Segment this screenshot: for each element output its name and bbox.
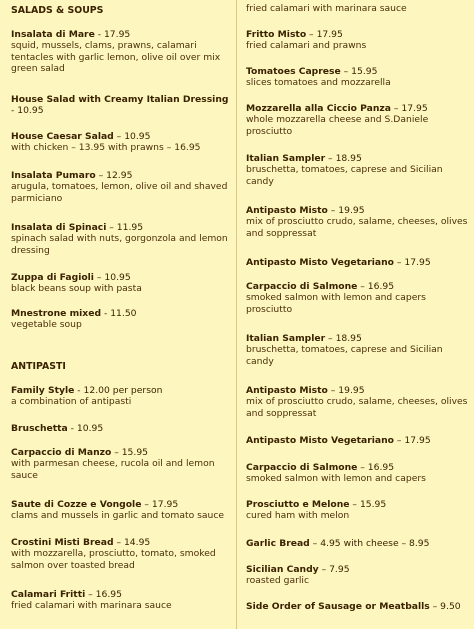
item-name: Italian Sampler <box>246 333 326 344</box>
item-price: – 16.95 <box>85 589 122 600</box>
item-price: – 19.95 <box>327 205 365 216</box>
item-name: Italian Sampler <box>246 153 326 164</box>
item-price: – 17.95 <box>393 435 431 446</box>
menu-item <box>246 601 472 612</box>
item-name: Calamari Fritti <box>11 589 86 600</box>
menu-item <box>246 538 472 549</box>
left-column <box>0 0 236 629</box>
item-description: mix of prosciutto crudo, salame, cheeses, olives and soppressat <box>246 216 468 239</box>
item-description: mix of prosciutto crudo, salame, cheeses, olives and soppressat <box>246 396 468 419</box>
item-price: - 10.95 <box>11 105 44 117</box>
item-price: – 16.95 <box>357 281 395 292</box>
item-name: House Caesar Salad <box>11 131 114 142</box>
item-name: Bruschetta <box>11 423 68 434</box>
item-price: – 12.95 <box>95 170 133 181</box>
menu-item <box>11 94 232 117</box>
menu-item <box>246 281 472 315</box>
item-price: – 16.95 <box>357 462 395 473</box>
menu-item <box>11 131 232 154</box>
menu-item <box>246 257 472 268</box>
item-price: – 14.95 <box>113 537 151 548</box>
right-column <box>236 0 474 629</box>
menu-item <box>246 205 472 239</box>
item-name: Carpaccio di Salmone <box>246 281 358 292</box>
item-description: slices tomatoes and mozzarella <box>246 77 391 89</box>
item-description: spinach salad with nuts, gorgonzola and lemon dressing <box>11 233 228 256</box>
item-description: smoked salmon with lemon and capers prosciutto <box>246 292 426 315</box>
menu-item <box>246 29 472 52</box>
item-price: – 18.95 <box>325 333 362 344</box>
item-price: – 15.95 <box>349 499 387 510</box>
menu-item <box>11 385 232 408</box>
item-name: Antipasto Misto Vegetariano <box>246 257 394 268</box>
item-description: fried calamari with marinara sauce <box>246 3 407 14</box>
item-description: cured ham with melon <box>246 510 350 522</box>
menu-item <box>11 447 232 481</box>
menu-item <box>246 66 472 89</box>
item-price: – 17.95 <box>390 103 428 114</box>
item-name: Antipasto Misto Vegetariano <box>246 435 394 446</box>
menu-item <box>11 308 232 331</box>
item-name: Crostini Misti Bread <box>11 537 114 548</box>
item-description: with parmesan cheese, rucola oil and lemon sauce <box>11 458 215 481</box>
antipasti-heading: ANTIPASTI <box>11 361 66 372</box>
item-description: smoked salmon with lemon and capers <box>246 473 426 485</box>
item-name: House Salad with Creamy Italian Dressing <box>11 94 229 105</box>
item-name: Saute di Cozze e Vongole <box>11 499 142 510</box>
item-name: Carpaccio di Manzo <box>11 447 112 458</box>
item-price: – 19.95 <box>327 385 365 396</box>
menu-item <box>11 222 232 256</box>
item-price: – 17.95 <box>306 29 343 40</box>
item-name: Insalata Pumaro <box>11 170 96 181</box>
item-name: Fritto Misto <box>246 29 307 40</box>
item-description: fried calamari with marinara sauce <box>11 600 172 612</box>
item-description: vegetable soup <box>11 319 82 331</box>
menu-item <box>246 564 472 587</box>
menu-item <box>11 423 232 434</box>
item-price: – 10.95 <box>113 131 151 142</box>
item-name: Carpaccio di Salmone <box>246 462 358 473</box>
menu-item <box>11 537 232 571</box>
item-description: whole mozzarella cheese and S.Daniele prosciutto <box>246 114 429 137</box>
menu-item <box>246 435 472 446</box>
item-price: - 12.00 per person <box>74 385 163 396</box>
item-name: Tomatoes Caprese <box>246 66 341 77</box>
item-description: fried calamari and prawns <box>246 40 367 52</box>
item-name: Insalata di Mare <box>11 29 95 40</box>
menu-item <box>11 589 232 612</box>
menu-item <box>246 385 472 419</box>
salads-soups-heading: SALADS & SOUPS <box>11 5 104 16</box>
menu-item <box>246 462 472 485</box>
item-price: – 18.95 <box>325 153 362 164</box>
menu-item <box>246 103 472 137</box>
item-description: a combination of antipasti <box>11 396 132 408</box>
item-description: bruschetta, tomatoes, caprese and Sicilian candy <box>246 344 443 367</box>
item-price: – 17.95 <box>141 499 179 510</box>
item-description: with chicken – 13.95 with prawns – 16.95 <box>11 142 201 154</box>
item-name: Prosciutto e Melone <box>246 499 350 510</box>
item-name: Antipasto Misto <box>246 205 328 216</box>
item-name: Garlic Bread <box>246 538 310 549</box>
item-price: – 10.95 <box>93 272 131 283</box>
item-price: – 4.95 with cheese – 8.95 <box>309 538 430 549</box>
item-price: – 15.95 <box>340 66 378 77</box>
item-name: Side Order of Sausage or Meatballs <box>246 601 430 612</box>
item-price: – 11.95 <box>106 222 144 233</box>
item-price: - 10.95 <box>67 423 104 434</box>
menu-item <box>246 153 472 187</box>
item-price: – 17.95 <box>393 257 431 268</box>
item-description: bruschetta, tomatoes, caprese and Sicilian candy <box>246 164 443 187</box>
item-description: roasted garlic <box>246 575 310 587</box>
item-name: Family Style <box>11 385 75 396</box>
item-description: arugula, tomatoes, lemon, olive oil and shaved parmiciano <box>11 181 228 204</box>
item-price: – 9.50 <box>429 601 461 612</box>
item-name: Mnestrone mixed <box>11 308 102 319</box>
item-description: clams and mussels in garlic and tomato sauce <box>11 510 225 522</box>
menu-item <box>246 333 472 367</box>
menu-item <box>246 499 472 522</box>
menu-item <box>11 272 232 295</box>
item-price: – 7.95 <box>318 564 350 575</box>
item-name: Insalata di Spinaci <box>11 222 107 233</box>
item-description: black beans soup with pasta <box>11 283 142 295</box>
item-description: squid, mussels, clams, prawns, calamari tentacles with garlic lemon, olive oil over mix green salad <box>11 40 221 74</box>
item-name: Sicilian Candy <box>246 564 319 575</box>
item-price: – 15.95 <box>111 447 149 458</box>
menu-item <box>11 499 232 522</box>
item-name: Zuppa di Fagioli <box>11 272 94 283</box>
menu-item <box>11 170 232 204</box>
item-price: - 11.50 <box>101 308 137 319</box>
item-name: Mozzarella alla Ciccio Panza <box>246 103 391 114</box>
menu-item-continued <box>246 3 472 14</box>
item-name: Antipasto Misto <box>246 385 328 396</box>
menu-item <box>11 29 232 74</box>
item-description: with mozzarella, prosciutto, tomato, smoked salmon over toasted bread <box>11 548 216 571</box>
item-price: - 17.95 <box>94 29 131 40</box>
